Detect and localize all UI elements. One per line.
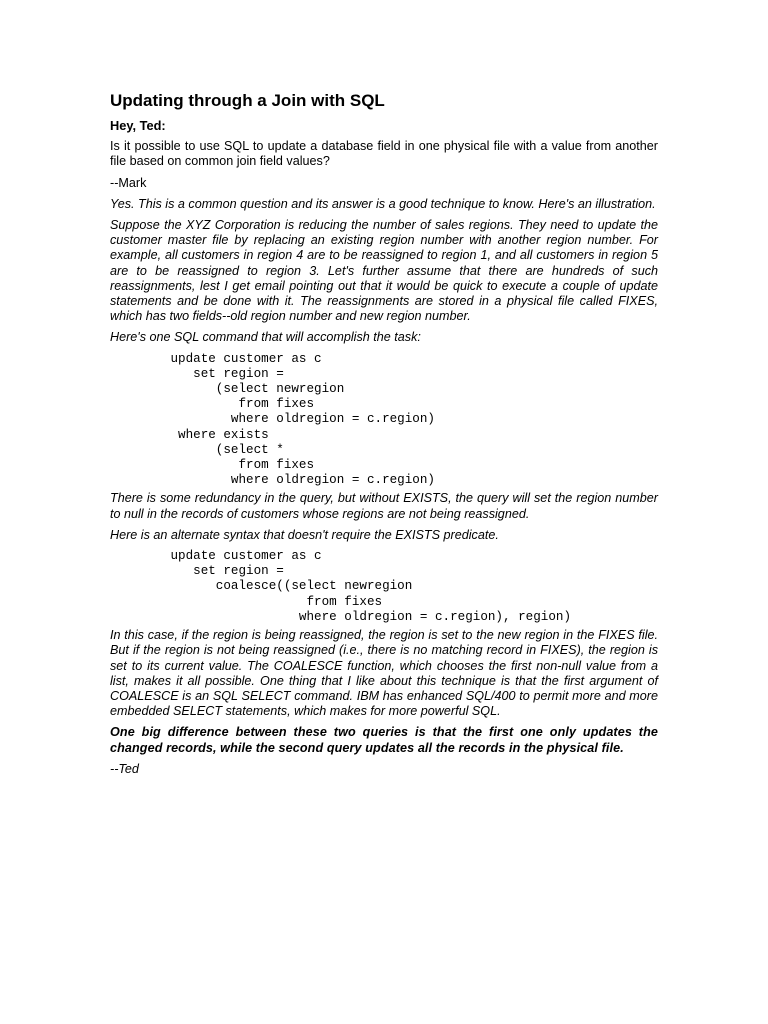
code1-intro: Here's one SQL command that will accomplish the task: [110, 330, 421, 345]
code-line: update customer as c [110, 351, 322, 366]
sql-code-block-exists [110, 352, 658, 489]
code-line: (select * [110, 442, 284, 457]
code2-explanation: In this case, if the region is being reassigned, the region is set to the new region in the FIXES file. But if the region is not being reassigned (i.e., there is no matching record in FIXES), the region is set to its current value. The COALESCE function, which chooses the first non-null value from a list, makes it all possible. One thing that I like about this technique is that the first argument of COALESCE is an SQL SELECT command. IBM has enhanced SQL/400 to permit more and more embedded SELECT statements, which makes for more powerful SQL. [110, 628, 658, 719]
code-line: (select newregion [110, 382, 345, 397]
code1-explanation: There is some redundancy in the query, but without EXISTS, the query will set the region number to null in the records of customers whose regions are not being reassigned. [110, 491, 658, 521]
code-line: set region = [110, 366, 284, 381]
code-line: where oldregion = c.region) [110, 412, 435, 427]
code-line: where oldregion = c.region), region) [110, 609, 572, 624]
code-line: coalesce((select newregion [110, 579, 413, 594]
answer-signature: --Ted [110, 761, 139, 776]
code-line: where oldregion = c.region) [110, 473, 435, 488]
code-line: from fixes [110, 594, 383, 609]
code2-intro: Here is an alternate syntax that doesn't require the EXISTS predicate. [110, 527, 499, 542]
code-line: from fixes [110, 458, 315, 473]
code-line: update customer as c [110, 549, 322, 564]
code-line: set region = [110, 564, 284, 579]
code-line: from fixes [110, 397, 315, 412]
question-paragraph: Is it possible to use SQL to update a database field in one physical file with a value from another file based on common join field values? [110, 139, 658, 169]
conclusion-paragraph: One big difference between these two queries is that the first one only updates the changed records, while the second query updates all the records in the physical file. [110, 725, 658, 755]
scenario-paragraph: Suppose the XYZ Corporation is reducing the number of sales regions. They need to update the customer master file by replacing an existing region number with another region number. For example, all customers in region 4 are to be reassigned to region 1, and all customers in region 5 are to be reassigned to region 3. Let's further assume that there are hundreds of such reassignments, lest I get email pointing out that it would be quick to execute a couple of update statements and be done with it. The reassignments are stored in a physical file called FIXES, which has two fields--old region number and new region number. [110, 218, 658, 324]
answer-intro-paragraph: Yes. This is a common question and its answer is a good technique to know. Here's an illustration. [110, 196, 656, 211]
document-title: Updating through a Join with SQL [110, 91, 385, 110]
question-signature: --Mark [110, 175, 147, 190]
document-page [110, 90, 658, 783]
sql-code-block-coalesce [110, 549, 658, 625]
code-line: where exists [110, 427, 269, 442]
greeting: Hey, Ted: [110, 118, 166, 133]
